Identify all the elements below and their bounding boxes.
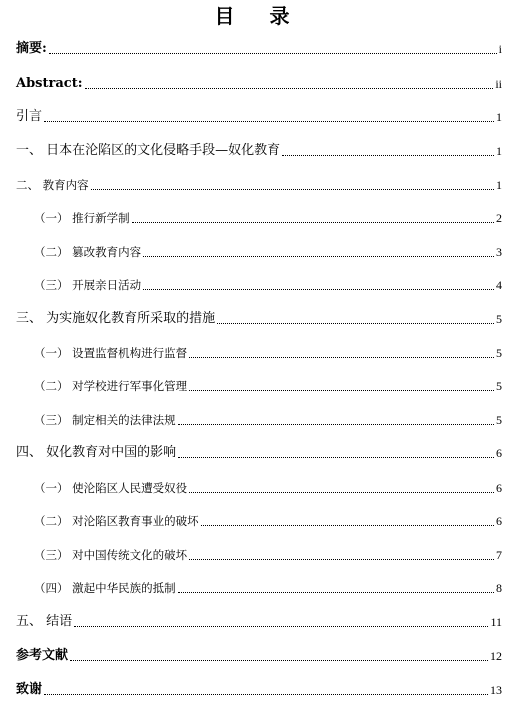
toc-leader-dots — [178, 592, 494, 593]
toc-leader-dots — [143, 289, 494, 290]
toc-entry-section-4-4[interactable] — [34, 578, 502, 596]
toc-entry-page: 5 — [496, 346, 502, 360]
toc-entry-references[interactable] — [16, 646, 502, 664]
toc-entry-page: 4 — [496, 278, 502, 292]
toc-entry-label: 参考文献 — [16, 648, 69, 663]
toc-leader-dots — [282, 155, 494, 156]
toc-entry-label: （二） 对学校进行军事化管理 — [34, 379, 188, 393]
toc-entry-label: 一、 日本在沦陷区的文化侵略手段—奴化教育 — [16, 143, 281, 158]
toc-entry-chapter-1[interactable] — [16, 141, 502, 159]
toc-entry-page: 6 — [496, 446, 502, 460]
toc-entry-label: （三） 制定相关的法律法规 — [34, 413, 176, 427]
toc-entry-label: （一） 推行新学制 — [34, 211, 130, 225]
toc-entry-label: 摘要: — [16, 41, 47, 56]
toc-leader-dots — [91, 189, 494, 190]
toc-entry-section-2-2[interactable] — [34, 242, 502, 260]
toc-entry-label: 四、 奴化教育对中国的影响 — [16, 445, 177, 460]
toc-leader-dots — [189, 390, 494, 391]
toc-entry-page: 1 — [496, 178, 502, 192]
toc-entry-section-2-1[interactable] — [34, 208, 502, 226]
toc-entry-label: （二） 篡改教育内容 — [34, 245, 142, 259]
toc-leader-dots — [189, 357, 494, 358]
toc-entry-label: （三） 开展亲日活动 — [34, 278, 142, 292]
toc-entry-introduction[interactable] — [16, 107, 502, 125]
toc-entry-section-4-1[interactable] — [34, 478, 502, 496]
toc-entry-label: （一） 使沦陷区人民遭受奴役 — [34, 481, 188, 495]
toc-entry-page: i — [498, 42, 502, 56]
toc-entry-page: 2 — [496, 211, 502, 225]
toc-entry-page: 1 — [496, 144, 502, 158]
toc-entry-section-4-3[interactable] — [34, 545, 502, 563]
toc-entry-section-4-2[interactable] — [34, 511, 502, 529]
toc-entry-acknowledgements[interactable] — [16, 680, 502, 698]
toc-entry-section-3-1[interactable] — [34, 343, 502, 361]
toc-entry-page: 11 — [490, 615, 502, 629]
toc-entry-chapter-5[interactable] — [16, 612, 502, 630]
toc-leader-dots — [217, 323, 494, 324]
toc-leader-dots — [132, 222, 494, 223]
toc-leader-dots — [201, 525, 494, 526]
toc-entry-page: 12 — [490, 649, 502, 663]
toc-leader-dots — [143, 256, 494, 257]
toc-leader-dots — [74, 626, 488, 627]
toc-entry-chapter-2[interactable] — [16, 175, 502, 193]
toc-entry-label: 三、 为实施奴化教育所采取的措施 — [16, 311, 216, 326]
toc-entry-section-2-3[interactable] — [34, 275, 502, 293]
toc-entry-page: 8 — [496, 581, 502, 595]
toc-entry-page: 5 — [496, 413, 502, 427]
toc-leader-dots — [70, 660, 488, 661]
toc-leader-dots — [178, 424, 494, 425]
toc-entry-label: 五、 结语 — [16, 614, 73, 629]
page-title: 目 录 — [214, 4, 304, 28]
toc-entry-page: 1 — [496, 110, 502, 124]
toc-entry-section-3-2[interactable] — [34, 376, 502, 394]
toc-entry-page: 5 — [496, 379, 502, 393]
toc-entry-page: 7 — [496, 548, 502, 562]
toc-entry-page: ii — [495, 77, 502, 91]
toc-leader-dots — [85, 88, 494, 89]
toc-entry-chapter-3[interactable] — [16, 309, 502, 327]
toc-entry-label: 致谢 — [16, 682, 43, 697]
toc-leader-dots — [178, 457, 494, 458]
toc-entry-section-3-3[interactable] — [34, 410, 502, 428]
toc-leader-dots — [44, 121, 494, 122]
toc-entry-label: （三） 对中国传统文化的破坏 — [34, 548, 188, 562]
toc-entry-chapter-4[interactable] — [16, 443, 502, 461]
toc-entry-label: 引言 — [16, 109, 43, 124]
toc-entry-abstract-cn[interactable] — [16, 39, 502, 57]
toc-entry-label: （四） 激起中华民族的抵制 — [34, 581, 176, 595]
toc-entry-page: 6 — [496, 514, 502, 528]
toc-entry-label: （一） 设置监督机构进行监督 — [34, 346, 188, 360]
toc-entry-label: Abstract: — [16, 76, 83, 91]
toc-entry-label: 二、 教育内容 — [16, 178, 89, 192]
toc-entry-label: （二） 对沦陷区教育事业的破坏 — [34, 514, 199, 528]
toc-entry-abstract-en[interactable] — [16, 74, 502, 92]
toc-leader-dots — [189, 492, 494, 493]
toc-entry-page: 13 — [490, 683, 502, 697]
toc-entry-page: 3 — [496, 245, 502, 259]
toc-leader-dots — [44, 694, 488, 695]
toc-leader-dots — [189, 559, 494, 560]
toc-leader-dots — [49, 53, 497, 54]
toc-entry-page: 6 — [496, 481, 502, 495]
toc-entry-page: 5 — [496, 312, 502, 326]
